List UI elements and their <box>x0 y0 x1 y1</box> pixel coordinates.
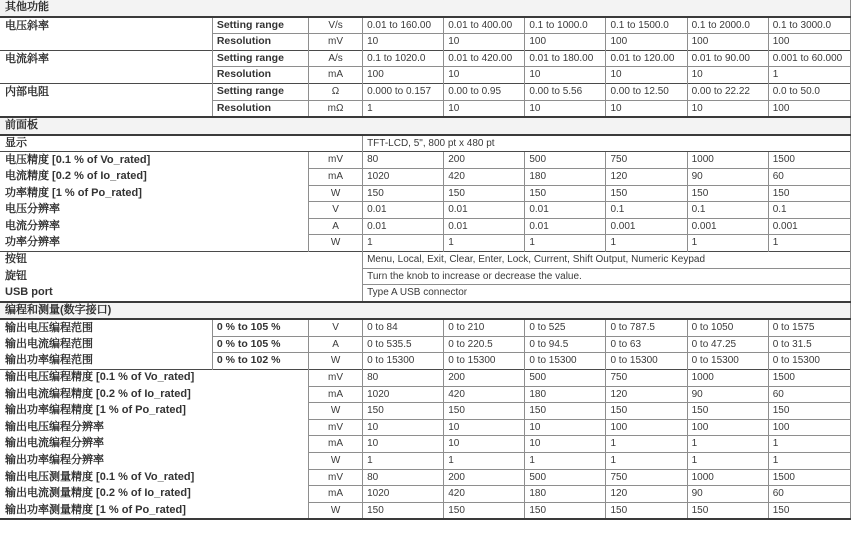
value-cell: 100 <box>768 100 850 117</box>
value-cell: 10 <box>525 419 606 436</box>
value-cell: 0 to 535.5 <box>363 336 444 353</box>
value-cell: 0.00 to 12.50 <box>606 83 687 100</box>
value-cell: 10 <box>444 100 525 117</box>
value-cell: 200 <box>444 469 525 486</box>
value-cell: 420 <box>444 486 525 503</box>
value-cell: 1 <box>444 453 525 470</box>
value-cell: 0.1 <box>606 202 687 219</box>
table-row <box>0 218 851 235</box>
table-row <box>0 436 851 453</box>
value-cell: 180 <box>525 386 606 403</box>
value-cell: 80 <box>363 152 444 169</box>
table-row <box>0 502 851 519</box>
value-cell: 500 <box>525 152 606 169</box>
value-cell: 0 to 15300 <box>606 353 687 370</box>
value-cell: 1 <box>444 235 525 252</box>
unit-cell: mA <box>309 67 363 84</box>
value-cell: 0 to 220.5 <box>444 336 525 353</box>
table-row <box>0 135 851 152</box>
value-cell: 1500 <box>768 469 850 486</box>
value-cell: 0.00 to 0.95 <box>444 83 525 100</box>
value-cell: 1 <box>525 235 606 252</box>
value-cell: 750 <box>606 469 687 486</box>
section-title: 编程和测量(数字接口) <box>0 302 851 320</box>
value-cell: 150 <box>768 185 850 202</box>
value-cell: 0 to 94.5 <box>525 336 606 353</box>
row-label: 电压分辨率 <box>5 203 60 216</box>
table-row <box>0 486 851 503</box>
value-cell: 1020 <box>363 168 444 185</box>
value-cell: 0 to 15300 <box>525 353 606 370</box>
value-cell: 0 to 525 <box>525 319 606 336</box>
row-label: 输出电压编程分辨率 <box>5 420 104 433</box>
table-row <box>0 83 851 100</box>
value-cell: 10 <box>363 34 444 51</box>
table-row <box>0 353 851 370</box>
value-cell: 1 <box>606 235 687 252</box>
unit-cell: mA <box>309 386 363 403</box>
value-cell: 0.00 to 22.22 <box>687 83 768 100</box>
value-cell: 0.01 <box>363 202 444 219</box>
sub-label: 0 % to 105 % <box>212 336 308 353</box>
value-cell: 0.01 <box>444 202 525 219</box>
value-cell: 150 <box>606 502 687 519</box>
section-header-row <box>0 302 851 320</box>
value-cell: 150 <box>525 185 606 202</box>
row-label: 输出功率测量精度 [1 % of Po_rated] <box>5 503 186 516</box>
value-cell: 10 <box>444 436 525 453</box>
sub-label: 0 % to 105 % <box>212 319 308 336</box>
row-label: 按钮 <box>0 251 363 268</box>
row-label: 输出电流测量精度 [0.2 % of Io_rated] <box>5 487 191 500</box>
row-label: 功率精度 [1 % of Po_rated] <box>5 186 142 199</box>
value-cell: 150 <box>363 185 444 202</box>
value-cell: 150 <box>687 403 768 420</box>
value-cell: 10 <box>525 100 606 117</box>
value-cell: 0.01 to 160.00 <box>363 17 444 34</box>
row-label: 输出功率编程精度 [1 % of Po_rated] <box>5 404 186 417</box>
table-row <box>0 168 851 185</box>
value-cell: 420 <box>444 386 525 403</box>
unit-cell: mA <box>309 168 363 185</box>
value-cell: 0.00 to 5.56 <box>525 83 606 100</box>
value-cell: 0.001 <box>606 218 687 235</box>
table-row <box>0 319 851 336</box>
value-cell: 180 <box>525 486 606 503</box>
value-cell: 0 to 63 <box>606 336 687 353</box>
value-cell: 0.1 to 1500.0 <box>606 17 687 34</box>
section-title: 前面板 <box>0 117 851 135</box>
wide-value-cell: Menu, Local, Exit, Clear, Enter, Lock, Current, Shift Output, Numeric Keypad <box>363 251 851 268</box>
section-title: 其他功能 <box>0 0 851 17</box>
table-row <box>0 268 851 285</box>
value-cell: 150 <box>687 502 768 519</box>
value-cell: 10 <box>444 67 525 84</box>
value-cell: 0.1 to 2000.0 <box>687 17 768 34</box>
value-cell: 1 <box>687 436 768 453</box>
row-label: 输出电流编程精度 [0.2 % of Io_rated] <box>5 387 191 400</box>
value-cell: 120 <box>606 168 687 185</box>
section-header-row <box>0 117 851 135</box>
row-label: 电压精度 [0.1 % of Vo_rated] <box>0 152 309 169</box>
value-cell: 0 to 84 <box>363 319 444 336</box>
row-label: 输出电压测量精度 [0.1 % of Vo_rated] <box>5 470 195 483</box>
value-cell: 10 <box>687 67 768 84</box>
value-cell: 120 <box>606 486 687 503</box>
value-cell: 10 <box>363 436 444 453</box>
value-cell: 1020 <box>363 386 444 403</box>
row-label: 输出功率编程分辨率 <box>5 454 104 467</box>
value-cell: 0 to 15300 <box>363 353 444 370</box>
value-cell: 150 <box>444 403 525 420</box>
value-cell: 1500 <box>768 152 850 169</box>
value-cell: 0 to 15300 <box>768 353 850 370</box>
value-cell: 1 <box>363 235 444 252</box>
sub-label: Resolution <box>212 67 308 84</box>
unit-cell: mV <box>309 152 363 169</box>
table-row <box>0 17 851 34</box>
value-cell: 60 <box>768 486 850 503</box>
row-label: 内部电阻 <box>0 83 212 117</box>
value-cell: 0.001 <box>687 218 768 235</box>
value-cell: 0.1 to 1020.0 <box>363 50 444 67</box>
table-row <box>0 403 851 420</box>
sub-label: Setting range <box>212 50 308 67</box>
unit-cell: W <box>309 235 363 252</box>
value-cell: 80 <box>363 370 444 387</box>
value-cell: 1 <box>768 235 850 252</box>
unit-cell: mV <box>309 469 363 486</box>
value-cell: 150 <box>363 502 444 519</box>
row-label: 电流分辨率 <box>5 219 60 232</box>
row-label: 电流斜率 <box>0 50 212 83</box>
value-cell: 90 <box>687 386 768 403</box>
value-cell: 0.01 <box>444 218 525 235</box>
section-header-row <box>0 0 851 17</box>
value-cell: 150 <box>768 403 850 420</box>
value-cell: 500 <box>525 469 606 486</box>
row-label: 输出电流编程分辨率 <box>5 437 104 450</box>
value-cell: 180 <box>525 168 606 185</box>
value-cell: 10 <box>444 419 525 436</box>
value-cell: 0.01 to 180.00 <box>525 50 606 67</box>
unit-cell: V/s <box>309 17 363 34</box>
value-cell: 0 to 1575 <box>768 319 850 336</box>
unit-cell: mV <box>309 419 363 436</box>
table-row <box>0 419 851 436</box>
value-cell: 150 <box>606 403 687 420</box>
wide-value-cell: Turn the knob to increase or decrease the value. <box>363 268 851 285</box>
value-cell: 1 <box>606 436 687 453</box>
table-row <box>0 251 851 268</box>
sub-label: Resolution <box>212 100 308 117</box>
value-cell: 100 <box>768 34 850 51</box>
value-cell: 750 <box>606 152 687 169</box>
value-cell: 0.01 to 420.00 <box>444 50 525 67</box>
value-cell: 0 to 15300 <box>687 353 768 370</box>
table-row <box>0 50 851 67</box>
unit-cell: mA <box>309 486 363 503</box>
value-cell: 0.001 <box>768 218 850 235</box>
wide-value-cell: TFT-LCD, 5", 800 pt x 480 pt <box>363 135 851 152</box>
value-cell: 10 <box>444 34 525 51</box>
table-row <box>0 152 851 169</box>
row-label: 显示 <box>0 135 363 152</box>
value-cell: 90 <box>687 168 768 185</box>
value-cell: 0.01 to 90.00 <box>687 50 768 67</box>
sub-label: Resolution <box>212 34 308 51</box>
value-cell: 200 <box>444 152 525 169</box>
value-cell: 1 <box>363 100 444 117</box>
unit-cell: Ω <box>309 83 363 100</box>
value-cell: 150 <box>606 185 687 202</box>
value-cell: 1000 <box>687 370 768 387</box>
unit-cell: W <box>309 502 363 519</box>
value-cell: 0 to 210 <box>444 319 525 336</box>
row-label: 输出电压编程精度 [0.1 % of Vo_rated] <box>0 370 309 387</box>
wide-value-cell: Type A USB connector <box>363 285 851 302</box>
value-cell: 0 to 47.25 <box>687 336 768 353</box>
sub-label: 0 % to 102 % <box>212 353 308 370</box>
value-cell: 1 <box>525 453 606 470</box>
value-cell: 1000 <box>687 469 768 486</box>
value-cell: 750 <box>606 370 687 387</box>
value-cell: 0 to 787.5 <box>606 319 687 336</box>
value-cell: 1 <box>687 453 768 470</box>
value-cell: 150 <box>363 403 444 420</box>
unit-cell: A <box>309 218 363 235</box>
unit-cell: mV <box>309 34 363 51</box>
value-cell: 200 <box>444 370 525 387</box>
row-label: USB port <box>5 285 53 298</box>
table-row <box>0 235 851 252</box>
value-cell: 0 to 1050 <box>687 319 768 336</box>
value-cell: 500 <box>525 370 606 387</box>
value-cell: 0.0 to 50.0 <box>768 83 850 100</box>
unit-cell: mΩ <box>309 100 363 117</box>
value-cell: 150 <box>768 502 850 519</box>
table-row <box>0 202 851 219</box>
row-label: 输出功率编程范围 <box>5 354 93 367</box>
value-cell: 10 <box>606 100 687 117</box>
value-cell: 100 <box>606 34 687 51</box>
value-cell: 100 <box>606 419 687 436</box>
value-cell: 90 <box>687 486 768 503</box>
value-cell: 100 <box>525 34 606 51</box>
value-cell: 1020 <box>363 486 444 503</box>
value-cell: 60 <box>768 168 850 185</box>
value-cell: 100 <box>768 419 850 436</box>
value-cell: 150 <box>687 185 768 202</box>
table-row <box>0 285 851 302</box>
value-cell: 0.01 to 120.00 <box>606 50 687 67</box>
row-label: 旋钮 <box>5 269 27 282</box>
table-row <box>0 336 851 353</box>
value-cell: 10 <box>525 436 606 453</box>
table-row <box>0 185 851 202</box>
value-cell: 0.1 to 3000.0 <box>768 17 850 34</box>
sub-label: Setting range <box>212 83 308 100</box>
value-cell: 0.01 to 400.00 <box>444 17 525 34</box>
value-cell: 10 <box>687 100 768 117</box>
value-cell: 1 <box>606 453 687 470</box>
value-cell: 100 <box>687 419 768 436</box>
row-label: 输出电流编程范围 <box>5 337 93 350</box>
unit-cell: W <box>309 185 363 202</box>
value-cell: 10 <box>363 419 444 436</box>
table-row <box>0 386 851 403</box>
value-cell: 150 <box>444 502 525 519</box>
value-cell: 150 <box>444 185 525 202</box>
value-cell: 0.01 <box>363 218 444 235</box>
value-cell: 1 <box>768 453 850 470</box>
table-row <box>0 469 851 486</box>
sub-label: Setting range <box>212 17 308 34</box>
table-row <box>0 453 851 470</box>
value-cell: 1 <box>687 235 768 252</box>
value-cell: 150 <box>525 403 606 420</box>
value-cell: 0 to 31.5 <box>768 336 850 353</box>
value-cell: 10 <box>525 67 606 84</box>
value-cell: 1 <box>363 453 444 470</box>
value-cell: 0.1 to 1000.0 <box>525 17 606 34</box>
value-cell: 0.01 <box>525 218 606 235</box>
value-cell: 1 <box>768 67 850 84</box>
unit-cell: W <box>309 403 363 420</box>
value-cell: 100 <box>687 34 768 51</box>
value-cell: 10 <box>606 67 687 84</box>
value-cell: 420 <box>444 168 525 185</box>
value-cell: 0.1 <box>768 202 850 219</box>
unit-cell: V <box>309 202 363 219</box>
value-cell: 0.1 <box>687 202 768 219</box>
row-label: 电流精度 [0.2 % of Io_rated] <box>5 169 147 182</box>
unit-cell: A/s <box>309 50 363 67</box>
unit-cell: mA <box>309 436 363 453</box>
value-cell: 120 <box>606 386 687 403</box>
row-label: 电压斜率 <box>0 17 212 51</box>
value-cell: 0.01 <box>525 202 606 219</box>
unit-cell: mV <box>309 370 363 387</box>
value-cell: 0.000 to 0.157 <box>363 83 444 100</box>
unit-cell: W <box>309 353 363 370</box>
row-label: 功率分辨率 <box>5 236 60 249</box>
value-cell: 150 <box>525 502 606 519</box>
value-cell: 100 <box>363 67 444 84</box>
unit-cell: A <box>309 336 363 353</box>
value-cell: 1500 <box>768 370 850 387</box>
table-row <box>0 370 851 387</box>
unit-cell: W <box>309 453 363 470</box>
value-cell: 80 <box>363 469 444 486</box>
unit-cell: V <box>309 319 363 336</box>
value-cell: 60 <box>768 386 850 403</box>
value-cell: 0 to 15300 <box>444 353 525 370</box>
row-label: 输出电压编程范围 <box>0 319 212 336</box>
value-cell: 1000 <box>687 152 768 169</box>
value-cell: 1 <box>768 436 850 453</box>
value-cell: 0.001 to 60.000 <box>768 50 850 67</box>
